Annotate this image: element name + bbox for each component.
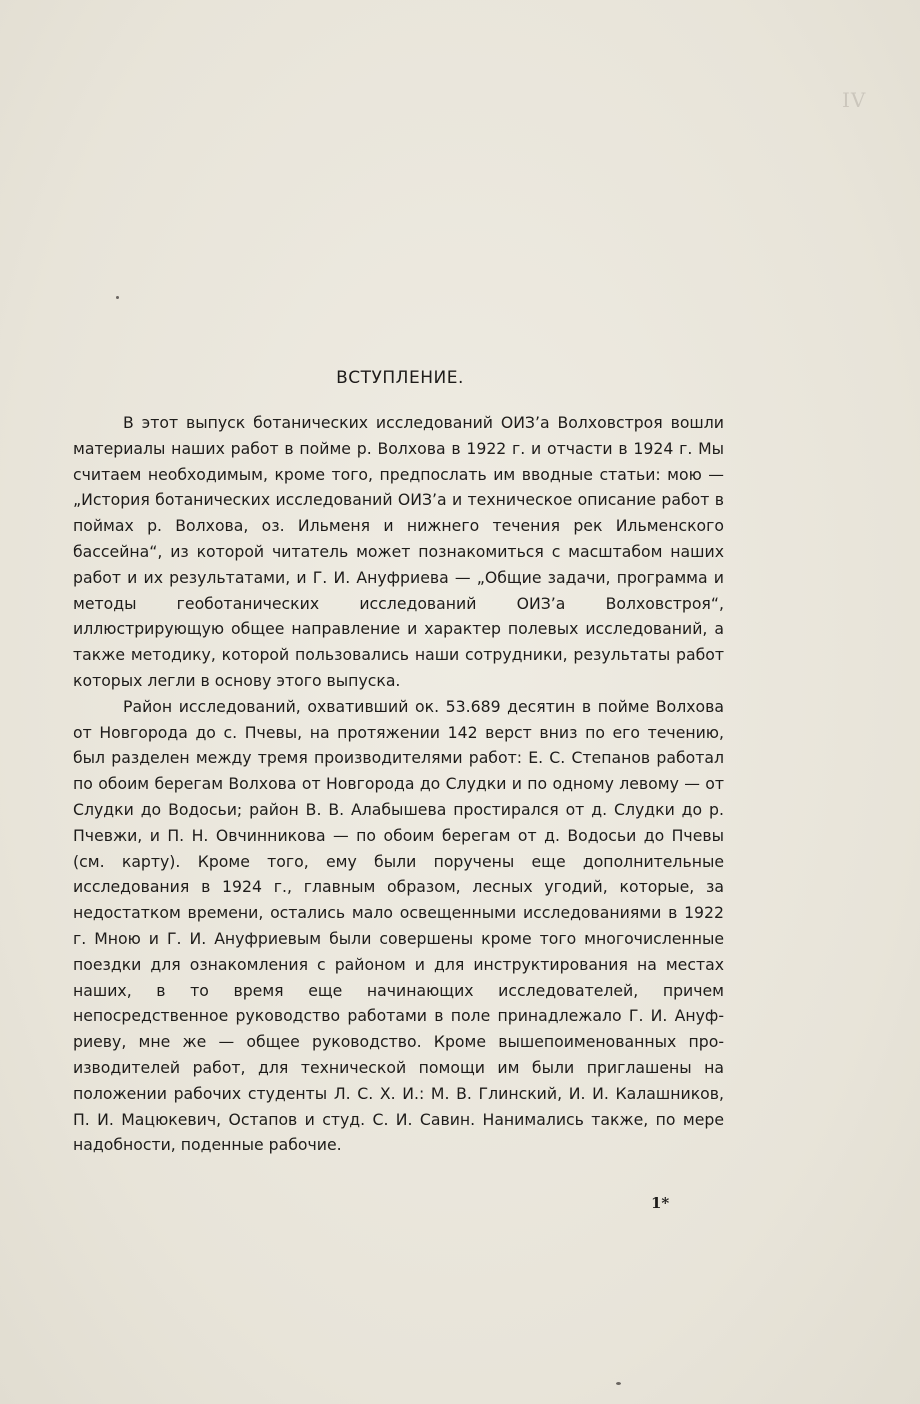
paper-speck <box>616 1382 621 1385</box>
bleed-through-page-number: IV <box>842 88 867 112</box>
folio-signature: 1* <box>651 1194 670 1212</box>
section-heading: ВСТУПЛЕНИЕ. <box>336 368 464 388</box>
paragraph-1: В этот выпуск ботанических исследований ОИЗ’а Волховстроя вошли материалы наших работ в пойме р. Волхова в 1922 г. и отчасти в 1924 г. Мы считаем необходимым, кроме того, предпослать им вводные статьи: мою — „История ботанических исследований ОИЗ’а и техническое описание работ в поймах р. Волхова, оз. Ильменя и нижнего течения рек Ильменского бассейна“, из которой читатель может познакомиться с масштабом наших работ и их результатами, и Г. И. Ануфриева — „Общие задачи, программа и методы геоботанических исследований ОИЗ’а Волховстроя“, иллюстрирующую общее направление и характер полевых исследований, а также методику, которой пользовались наши сотрудники, результаты работ которых легли в основу этого выпуска. <box>73 413 724 690</box>
paragraph-2: Район исследований, охвативший ок. 53.689 десятин в пойме Волхова от Новгорода до с. Пчевы, на протяжении 142 верст вниз по его течению, был разделен между тремя производителями работ: Е. С. Степанов работал по обоим берегам Волхова от Новгорода до Слудки и по одному левому — от Слудки до Водосьи; район В. В. Алабышева простирался от д. Слудки до р. Пчевжи, и П. Н. Овчинникова — по обоим берегам от д. Водосьи до Пчевы (см. карту). Кроме того, ему были поручены еще дополнительные исследования в 1924 г., главным образом, лесных угодий, которые, за недостатком времени, остались мало освещенными исследованиями в 1922 г. Мною и Г. И. Ануфриевым были совершены кроме того многочисленные поездки для ознакомления с районом и для инструктирования на местах наших, в то время еще начинающих исследователей, причем непосредственное руководство работами в поле принадлежало Г. И. Ануфриеву, мне же — общее руководство. Кроме вышепоименованных производителей работ, для технической помощи им были приглашены на положении рабочих студенты Л. С. Х. И.: М. В. Глинский, И. И. Калашников, П. И. Мацюкевич, Остапов и студ. С. И. Савин. Нанимались также, по мере надобности, поденные рабочие. <box>73 696 724 1155</box>
body-text <box>73 410 724 1158</box>
paper-speck <box>116 296 119 299</box>
